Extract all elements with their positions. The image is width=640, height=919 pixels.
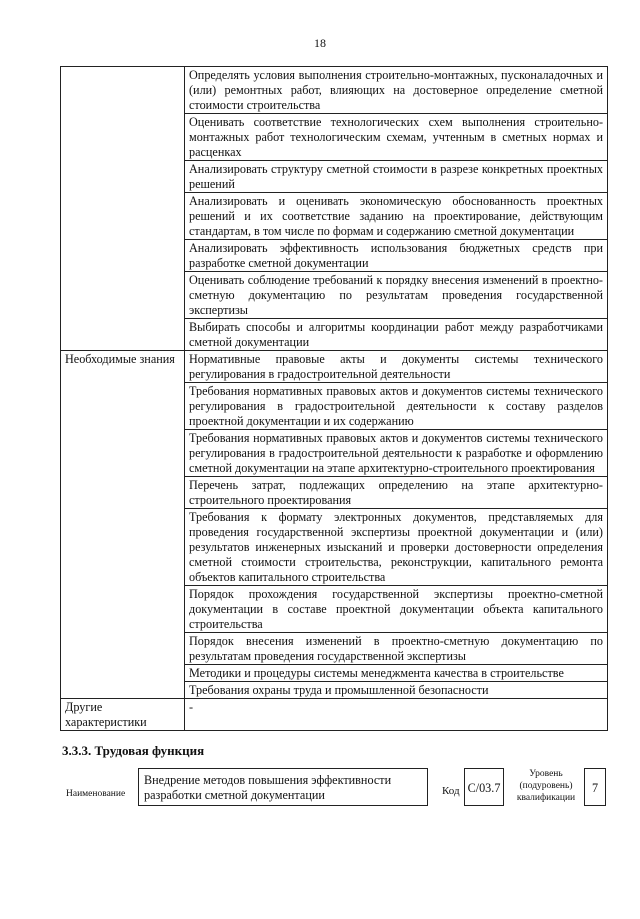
- skill-item: Анализировать и оценивать экономическую обоснованность проектных решений и их соответствие заданию на проектирование, действующим стандартам, в том числе по формам и содержанию сметной документации: [185, 193, 608, 240]
- knowledge-item: Требования нормативных правовых актов и документов системы технического регулирования в градостроительной деятельности к составу разделов проектной документации и их содержанию: [185, 383, 608, 430]
- requirements-table: [60, 66, 608, 731]
- other-label: Другие характеристики: [61, 699, 185, 731]
- function-code-box: С/03.7: [464, 768, 504, 806]
- knowledge-item: Требования к формату электронных документов, представляемых для проведения государственной экспертизы проектной документации и (или) результатов инженерных изысканий и проверки достоверности определения сметной стоимости строительства, реконструкции, капитального ремонта объектов капитального строительства: [185, 509, 608, 586]
- code-label: Код: [442, 785, 460, 797]
- knowledge-label: Необходимые знания: [61, 351, 185, 699]
- skill-item: Анализировать структуру сметной стоимости в разрезе конкретных проектных решений: [185, 161, 608, 193]
- table-row: [61, 699, 608, 731]
- knowledge-item: Требования нормативных правовых актов и документов системы технического регулирования в градостроительной деятельности к разработке и оформлению сметной документации на этапе архитектурно-строительного проектирования: [185, 430, 608, 477]
- skill-item: Выбирать способы и алгоритмы координации работ между разработчиками сметной документации: [185, 319, 608, 351]
- skill-item: Оценивать соблюдение требований к порядку внесения изменений в проектно-сметную документацию по результатам проведения государственной экспертизы: [185, 272, 608, 319]
- labor-function-row: [62, 768, 610, 816]
- page-number: 18: [314, 36, 326, 50]
- skill-item: Анализировать эффективность использования бюджетных средств при разработке сметной документации: [185, 240, 608, 272]
- knowledge-item: Требования охраны труда и промышленной безопасности: [185, 682, 608, 699]
- knowledge-item: Порядок прохождения государственной экспертизы проектно-сметной документации в составе проектной документации объекта капитального строительства: [185, 586, 608, 633]
- skills-label-cell: [61, 67, 185, 351]
- other-value: -: [185, 699, 608, 731]
- table-row: [61, 351, 608, 383]
- skill-item: Оценивать соответствие технологических схем выполнения строительно-монтажных работ технологическим схемам, учтенным в сметных нормах и расценках: [185, 114, 608, 161]
- function-level-box: 7: [584, 768, 606, 806]
- table-row: [61, 67, 608, 114]
- knowledge-item: Методики и процедуры системы менеджмента качества в строительстве: [185, 665, 608, 682]
- function-name-box: Внедрение методов повышения эффективности разработки сметной документации: [138, 768, 428, 806]
- section-heading: 3.3.3. Трудовая функция: [62, 743, 205, 758]
- name-label: Наименование: [66, 789, 126, 799]
- knowledge-item: Порядок внесения изменений в проектно-сметную документацию по результатам проведения государственной экспертизы: [185, 633, 608, 665]
- knowledge-item: Нормативные правовые акты и документы системы технического регулирования в градостроительной деятельности: [185, 351, 608, 383]
- knowledge-item: Перечень затрат, подлежащих определению на этапе архитектурно-строительного проектирования: [185, 477, 608, 509]
- level-label: Уровень (подуровень) квалификации: [516, 769, 576, 803]
- skill-item: Определять условия выполнения строительно-монтажных, пусконаладочных и (или) ремонтных работ, влияющих на достоверное определение сметной стоимости строительства: [185, 67, 608, 114]
